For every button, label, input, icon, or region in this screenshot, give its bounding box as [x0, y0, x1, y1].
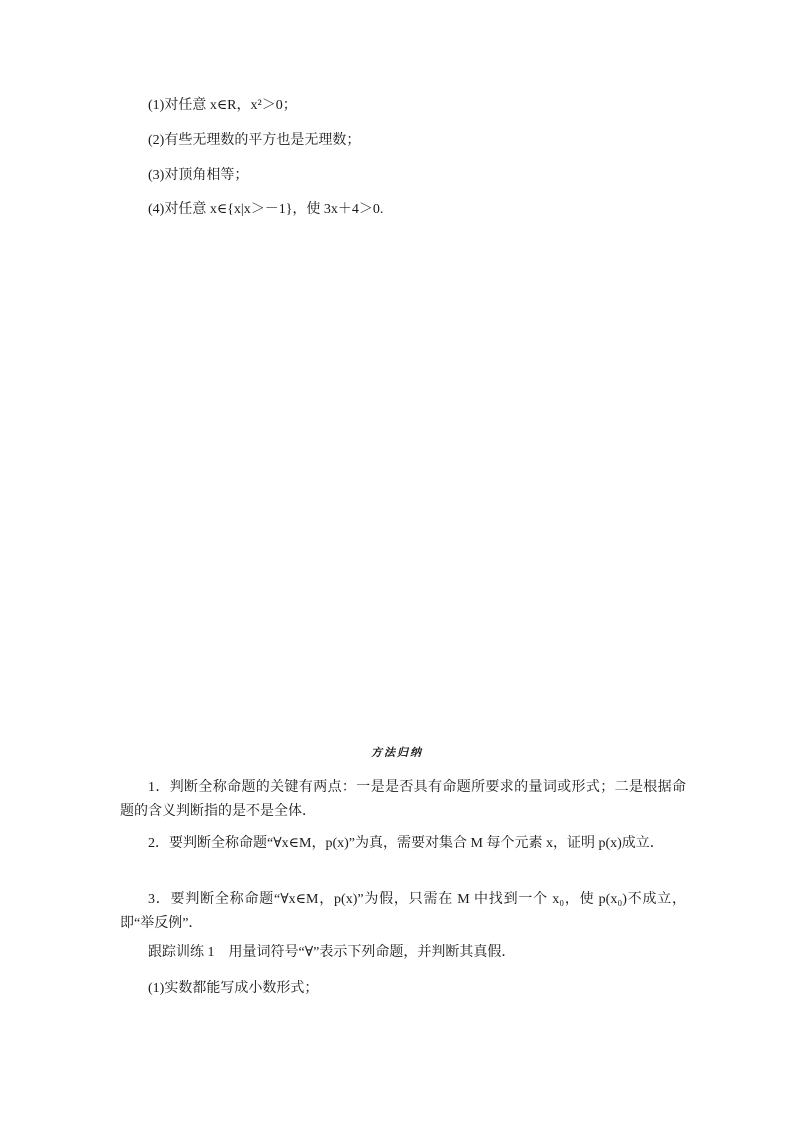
- method-paragraph-2: 2．要判断全称命题“∀x∈M，p(x)”为真，需要对集合 M 每个元素 x，证明 p(x)成立．: [148, 836, 664, 851]
- problem-3: (3)对顶角相等；: [148, 168, 249, 183]
- method-paragraph-1: 1．判断全称命题的关键有两点：一是是否具有命题所要求的量词或形式；二是根据命题的含义判断指的是不是全体．: [120, 780, 686, 819]
- exercise-title: 跟踪训练 1 用量词符号“∀”表示下列命题，并判断其真假．: [148, 945, 516, 960]
- problem-1: (1)对任意 x∈R，x²＞0；: [148, 98, 297, 113]
- problem-2: (2)有些无理数的平方也是无理数；: [148, 133, 361, 148]
- problem-4: (4)对任意 x∈{x|x＞－1}，使 3x＋4＞0.: [148, 202, 384, 217]
- exercise-item-1: (1)实数都能写成小数形式；: [148, 981, 319, 996]
- method-paragraph-3: 3．要判断全称命题“∀x∈M，p(x)”为假，只需在 M 中找到一个 x₀，使 p(x₀)不成立，即“举反例”．: [120, 892, 686, 931]
- section-heading-method-summary: 方法归纳: [371, 747, 423, 759]
